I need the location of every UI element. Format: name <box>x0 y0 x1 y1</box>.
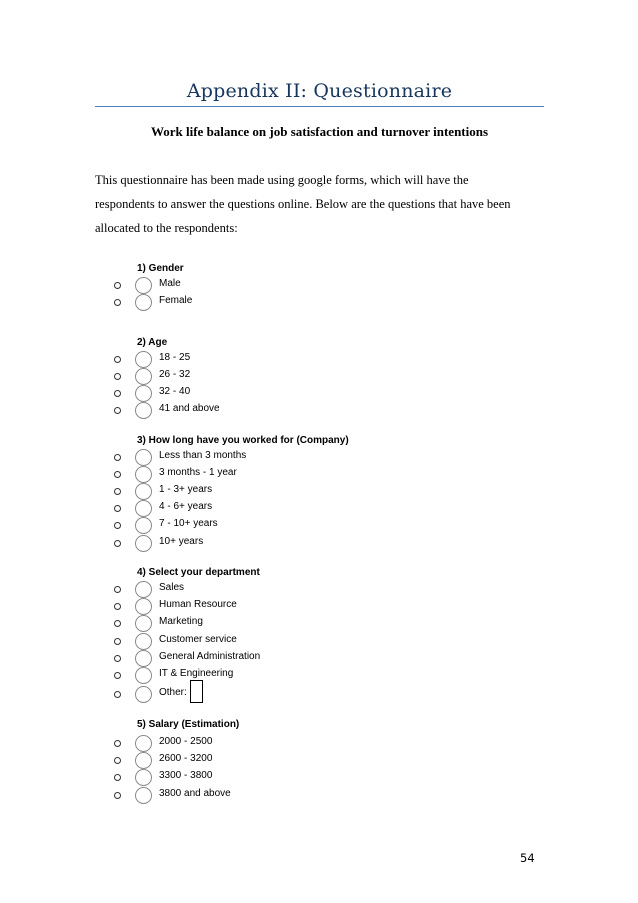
radio-button[interactable] <box>135 787 152 804</box>
option-row[interactable] <box>0 405 638 422</box>
option-label: 4 - 6+ years <box>159 501 213 512</box>
radio-button[interactable] <box>135 667 152 684</box>
option-row[interactable] <box>0 371 638 388</box>
option-label: IT & Engineering <box>159 668 234 679</box>
radio-button[interactable] <box>135 277 152 294</box>
bullet-icon <box>114 603 121 610</box>
bullet-icon <box>114 774 121 781</box>
bullet-icon <box>114 505 121 512</box>
option-label: 10+ years <box>159 536 204 547</box>
radio-button[interactable] <box>135 483 152 500</box>
option-row[interactable] <box>0 538 638 555</box>
radio-button[interactable] <box>135 650 152 667</box>
radio-button[interactable] <box>135 769 152 786</box>
radio-button[interactable] <box>135 735 152 752</box>
bullet-icon <box>114 655 121 662</box>
radio-button[interactable] <box>135 752 152 769</box>
option-row[interactable] <box>0 503 638 520</box>
intro-line: allocated to the respondents: <box>95 221 238 235</box>
radio-button[interactable] <box>135 449 152 466</box>
radio-button[interactable] <box>135 402 152 419</box>
option-label: Less than 3 months <box>159 450 247 461</box>
option-label: 7 - 10+ years <box>159 518 218 529</box>
option-row[interactable] <box>0 584 638 601</box>
radio-button[interactable] <box>135 615 152 632</box>
bullet-icon <box>114 586 121 593</box>
option-label: 2000 - 2500 <box>159 736 213 747</box>
page-title: Appendix II: Questionnaire <box>186 80 453 102</box>
option-row[interactable] <box>0 354 638 371</box>
other-text-input[interactable] <box>190 680 203 703</box>
bullet-icon <box>114 282 121 289</box>
bullet-icon <box>114 672 121 679</box>
bullet-icon <box>114 390 121 397</box>
option-label: Customer service <box>159 634 237 645</box>
option-label: 18 - 25 <box>159 352 191 363</box>
question-title-salary: 5) Salary (Estimation) <box>137 719 240 730</box>
option-row[interactable] <box>0 297 638 314</box>
option-label: Sales <box>159 582 185 593</box>
radio-button[interactable] <box>135 368 152 385</box>
intro-paragraph <box>95 173 535 245</box>
bullet-icon <box>114 757 121 764</box>
option-row[interactable] <box>0 772 638 789</box>
radio-button[interactable] <box>135 500 152 517</box>
page-number: 54 <box>520 851 535 865</box>
option-label: 3300 - 3800 <box>159 770 213 781</box>
intro-line: This questionnaire has been made using google forms, which will have the <box>95 173 469 187</box>
question-title-tenure: 3) How long have you worked for (Company) <box>137 435 349 446</box>
radio-button[interactable] <box>135 598 152 615</box>
intro-line: respondents to answer the questions online. Below are the questions that have been <box>95 197 511 211</box>
option-row[interactable] <box>0 653 638 670</box>
radio-button[interactable] <box>135 351 152 368</box>
bullet-icon <box>114 299 121 306</box>
option-row[interactable] <box>0 636 638 653</box>
option-label: 3 months - 1 year <box>159 467 237 478</box>
option-label: 2600 - 3200 <box>159 753 213 764</box>
option-label: 26 - 32 <box>159 369 191 380</box>
question-title-department: 4) Select your department <box>137 567 260 578</box>
option-row[interactable] <box>0 670 638 687</box>
radio-button[interactable] <box>135 466 152 483</box>
radio-button[interactable] <box>135 517 152 534</box>
option-label: Female <box>159 295 193 306</box>
option-row[interactable] <box>0 689 638 706</box>
option-row[interactable] <box>0 388 638 405</box>
bullet-icon <box>114 540 121 547</box>
option-row[interactable] <box>0 738 638 755</box>
page-subtitle: Work life balance on job satisfaction and turnover intentions <box>150 124 489 139</box>
bullet-icon <box>114 454 121 461</box>
question-title-age: 2) Age <box>137 337 168 348</box>
bullet-icon <box>114 691 121 698</box>
option-label: Human Resource <box>159 599 237 610</box>
title-underline <box>95 106 544 107</box>
bullet-icon <box>114 373 121 380</box>
option-label: 41 and above <box>159 403 220 414</box>
option-label: Male <box>159 278 181 289</box>
radio-button[interactable] <box>135 294 152 311</box>
option-row[interactable] <box>0 452 638 469</box>
bullet-icon <box>114 522 121 529</box>
option-label: 32 - 40 <box>159 386 191 397</box>
option-row[interactable] <box>0 790 638 807</box>
radio-button[interactable] <box>135 581 152 598</box>
option-row[interactable] <box>0 755 638 772</box>
bullet-icon <box>114 792 121 799</box>
option-label: Other: <box>159 687 187 698</box>
bullet-icon <box>114 407 121 414</box>
option-row[interactable] <box>0 618 638 635</box>
bullet-icon <box>114 488 121 495</box>
bullet-icon <box>114 471 121 478</box>
option-row[interactable] <box>0 469 638 486</box>
option-label: 3800 and above <box>159 788 231 799</box>
option-row[interactable] <box>0 280 638 297</box>
radio-button[interactable] <box>135 633 152 650</box>
option-row[interactable] <box>0 486 638 503</box>
bullet-icon <box>114 638 121 645</box>
radio-button[interactable] <box>135 385 152 402</box>
bullet-icon <box>114 356 121 363</box>
radio-button[interactable] <box>135 686 152 703</box>
question-title-gender: 1) Gender <box>137 263 184 274</box>
option-row[interactable] <box>0 520 638 537</box>
option-label: 1 - 3+ years <box>159 484 213 495</box>
bullet-icon <box>114 620 121 627</box>
option-label: Marketing <box>159 616 203 627</box>
option-row[interactable] <box>0 601 638 618</box>
option-label: General Administration <box>159 651 261 662</box>
bullet-icon <box>114 740 121 747</box>
radio-button[interactable] <box>135 535 152 552</box>
